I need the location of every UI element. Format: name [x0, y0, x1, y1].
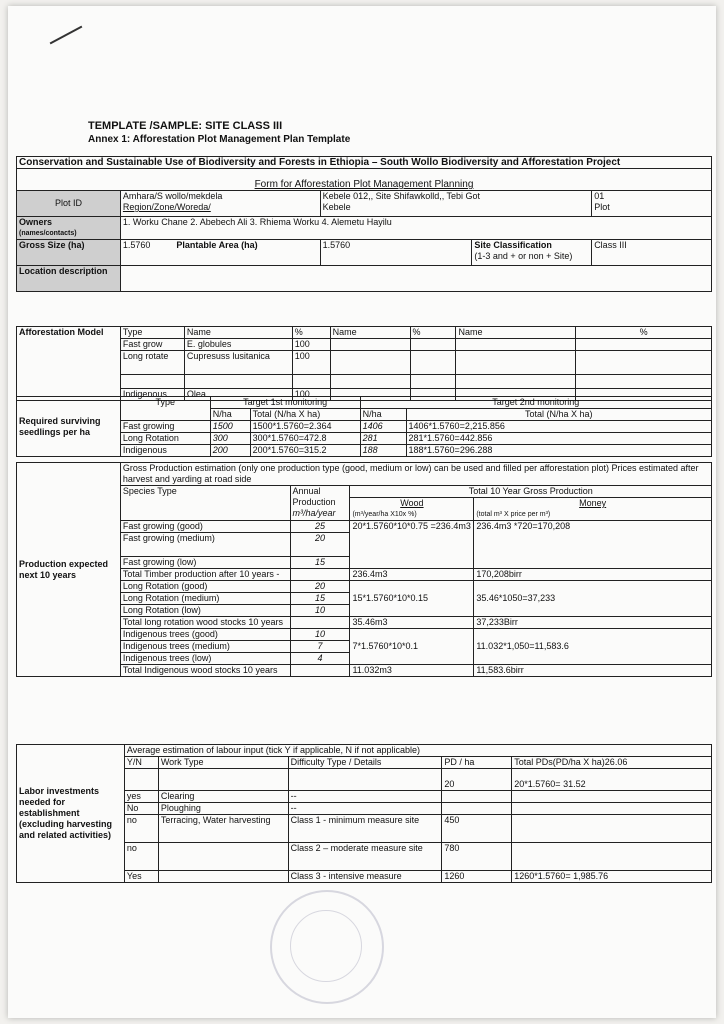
seedling-n1: 200	[210, 445, 250, 457]
seedling-n1: 1500	[210, 421, 250, 433]
plantable-value: 1.5760	[322, 240, 351, 250]
gross-size-cell	[120, 240, 320, 266]
yn-header: Y/N	[124, 757, 158, 769]
model-pct-header-3: %	[576, 327, 712, 339]
labor-total: 20*1.5760= 31.52	[512, 769, 712, 791]
prod-annual: 10	[290, 629, 350, 641]
form-title: Form for Afforestation Plot Management Planning	[17, 169, 712, 191]
wood-sub: (m³/year/ha X10x %)	[352, 511, 417, 518]
seedling-n2: 1406	[360, 421, 406, 433]
seedlings-table	[16, 396, 712, 457]
seedlings-type-header: Type	[120, 397, 210, 421]
model-type: Fast grow	[120, 339, 184, 351]
gross-size-value: 1.5760	[122, 240, 151, 250]
model-name-header-2: Name	[330, 327, 410, 339]
annex-title: Annex 1: Afforestation Plot Management Plan Template	[88, 134, 351, 145]
seedling-type: Indigenous	[120, 445, 210, 457]
labor-work: Ploughing	[158, 803, 288, 815]
pd-header: PD / ha	[442, 757, 512, 769]
work-header: Work Type	[158, 757, 288, 769]
prod-annual: 4	[290, 653, 350, 665]
prod-money: 170,208birr	[474, 569, 712, 581]
prod-wood: 7*1.5760*10*0.1	[350, 629, 474, 665]
model-pct-header: %	[292, 327, 330, 339]
owners-label	[17, 217, 121, 240]
prod-type: Long Rotation (good)	[120, 581, 290, 593]
prod-total: Total Timber production after 10 years -	[120, 569, 290, 581]
prod-type: Fast growing (medium)	[120, 533, 290, 557]
plot-label: Plot	[594, 202, 610, 212]
plot-id-label: Plot ID	[17, 191, 121, 217]
kebele-value: Kebele 012,, Site Shifawkolld,, Tebi Got	[322, 191, 481, 201]
labor-yn: no	[124, 815, 158, 843]
model-name: Cupresuss lusitanica	[184, 351, 292, 375]
prod-total: Total long rotation wood stocks 10 years	[120, 617, 290, 629]
kebele-cell	[320, 191, 592, 217]
difficulty-header: Difficulty Type / Details	[288, 757, 442, 769]
owners-value: 1. Worku Chane 2. Abebech Ali 3. Rhiema Worku 4. Alemetu Hayilu	[120, 217, 711, 240]
labor-table	[16, 744, 712, 883]
prod-annual: 15	[290, 593, 350, 605]
seedling-t1: 1500*1.5760=2.364	[250, 421, 360, 433]
seedling-n2: 281	[360, 433, 406, 445]
region-label: Region/Zone/Woreda/	[122, 202, 211, 212]
seedling-type: Fast growing	[120, 421, 210, 433]
prod-wood: 236.4m3	[350, 569, 474, 581]
prod-annual: 7	[290, 641, 350, 653]
production-note: Gross Production estimation (only one production type (good, medium or low) can be used and filled per afforestation plot) Prices estimated after harvest and yarding at road side	[120, 463, 711, 486]
model-pct-header-2: %	[410, 327, 456, 339]
class-sub: (1-3 and + or non + Site)	[474, 251, 573, 261]
prod-type: Long Rotation (medium)	[120, 593, 290, 605]
owners-sub: (names/contacts)	[19, 230, 77, 237]
gross-size-label: Gross Size (ha)	[17, 240, 121, 266]
money-header	[474, 498, 712, 521]
prod-annual: 20	[290, 533, 350, 557]
prod-type: Fast growing (good)	[120, 521, 290, 533]
labor-label: Labor investments needed for establishment (excluding harvesting and related activities)	[17, 745, 125, 883]
model-name: E. globules	[184, 339, 292, 351]
prod-money: 11,583.6birr	[474, 665, 712, 677]
annual-unit: m³/ha/year	[292, 508, 336, 518]
labor-yn: yes	[124, 791, 158, 803]
prod-type: Indigenous trees (low)	[120, 653, 290, 665]
prod-annual: 10	[290, 605, 350, 617]
model-pct: 100	[292, 351, 330, 375]
labor-work: Clearing	[158, 791, 288, 803]
location-value	[120, 266, 711, 292]
total-header-2: Total (N/ha X ha)	[406, 409, 711, 421]
region-cell	[120, 191, 320, 217]
prod-wood: 11.032m3	[350, 665, 474, 677]
production-label: Production expected next 10 years	[17, 463, 121, 677]
paper-sheet	[8, 6, 716, 1018]
plot-no-cell	[592, 191, 712, 217]
total-pd-header: Total PDs(PD/ha X ha)26.06	[512, 757, 712, 769]
labor-yn: no	[124, 843, 158, 871]
seedling-n1: 300	[210, 433, 250, 445]
prod-type: Indigenous trees (medium)	[120, 641, 290, 653]
annual-header	[290, 486, 350, 521]
model-pct: 100	[292, 389, 330, 401]
location-label: Location description	[17, 266, 121, 292]
class-label-cell	[472, 240, 592, 266]
plantable-label: Plantable Area (ha)	[176, 240, 258, 250]
prod-wood: 15*1.5760*10*0.15	[350, 581, 474, 617]
prod-type: Long Rotation (low)	[120, 605, 290, 617]
kebele-label: Kebele	[322, 202, 351, 212]
pen-mark	[50, 26, 83, 45]
prod-money: 11.032*1,050=11,583.6	[474, 629, 712, 665]
seedling-n2: 188	[360, 445, 406, 457]
labor-diff: Class 2 – moderate measure site	[288, 843, 442, 871]
seedlings-label: Required surviving seedlings per ha	[17, 397, 121, 457]
template-title: TEMPLATE /SAMPLE: SITE CLASS III	[88, 120, 283, 132]
labor-pd: 1260	[442, 871, 512, 883]
class-label: Site Classification	[474, 240, 552, 250]
species-header: Species Type	[120, 486, 290, 521]
prod-money: 35.46*1050=37,233	[474, 581, 712, 617]
prod-type: Fast growing (low)	[120, 557, 290, 569]
prod-wood: 20*1.5760*10*0.75 =236.4m3	[350, 521, 474, 569]
money-header-text: Money	[579, 498, 607, 508]
official-stamp	[270, 890, 384, 1004]
target-1-header: Target 1st monitoring	[210, 397, 360, 409]
labor-note: Average estimation of labour input (tick Y if applicable, N if not applicable)	[124, 745, 711, 757]
total-header: Total (N/ha X ha)	[250, 409, 360, 421]
prod-wood: 35.46m3	[350, 617, 474, 629]
model-name-header-3: Name	[456, 327, 576, 339]
money-sub: (total m³ X price per m³)	[476, 511, 551, 518]
labor-yn: Yes	[124, 871, 158, 883]
seedling-t2: 281*1.5760=442.856	[406, 433, 711, 445]
model-type: Long rotate	[120, 351, 184, 375]
seedling-type: Long Rotation	[120, 433, 210, 445]
owners-label-text: Owners	[19, 217, 53, 227]
labor-diff: Class 3 - intensive measure	[288, 871, 442, 883]
seedling-t2: 1406*1.5760=2,215.856	[406, 421, 711, 433]
model-pct: 100	[292, 339, 330, 351]
nha-header-2: N/ha	[360, 409, 406, 421]
project-title: Conservation and Sustainable Use of Biodiversity and Forests in Ethiopia – South Wollo Biodiversity and Afforestation Project	[17, 157, 712, 169]
prod-money: 37,233Birr	[474, 617, 712, 629]
nha-header: N/ha	[210, 409, 250, 421]
model-table	[16, 326, 712, 401]
prod-annual: 15	[290, 557, 350, 569]
labor-work: Terracing, Water harvesting	[158, 815, 288, 843]
model-label: Afforestation Model	[17, 327, 121, 401]
plot-no: 01	[594, 191, 605, 201]
prod-annual: 25	[290, 521, 350, 533]
labor-diff: Class 1 - minimum measure site	[288, 815, 442, 843]
plan-table	[16, 156, 712, 292]
annual-header-text: Annual Production	[292, 486, 336, 507]
prod-money: 236.4m3 *720=170,208	[474, 521, 712, 569]
labor-yn: No	[124, 803, 158, 815]
labor-pd: 450	[442, 815, 512, 843]
region-value: Amhara/S wollo/mekdela	[122, 191, 223, 201]
labor-pd: 780	[442, 843, 512, 871]
prod-total: Total Indigenous wood stocks 10 years	[120, 665, 290, 677]
prod-type: Indigenous trees (good)	[120, 629, 290, 641]
total-10yr-header: Total 10 Year Gross Production	[350, 486, 712, 498]
prod-annual: 20	[290, 581, 350, 593]
seedling-t2: 188*1.5760=296.288	[406, 445, 711, 457]
target-2-header: Target 2nd monitoring	[360, 397, 711, 409]
labor-diff: --	[288, 791, 442, 803]
seedling-t1: 300*1.5760=472.8	[250, 433, 360, 445]
production-table	[16, 462, 712, 677]
labor-total: 1260*1.5760= 1,985.76	[512, 871, 712, 883]
model-name-header: Name	[184, 327, 292, 339]
model-name: Olea	[184, 389, 292, 401]
plantable-value-cell	[320, 240, 472, 266]
seedling-t1: 200*1.5760=315.2	[250, 445, 360, 457]
wood-header	[350, 498, 474, 521]
class-value: Class III	[592, 240, 712, 266]
labor-pd: 20	[442, 769, 512, 791]
model-type-header: Type	[120, 327, 184, 339]
model-type: Indigenous	[120, 389, 184, 401]
wood-header-text: Wood	[400, 498, 424, 508]
labor-diff: --	[288, 803, 442, 815]
